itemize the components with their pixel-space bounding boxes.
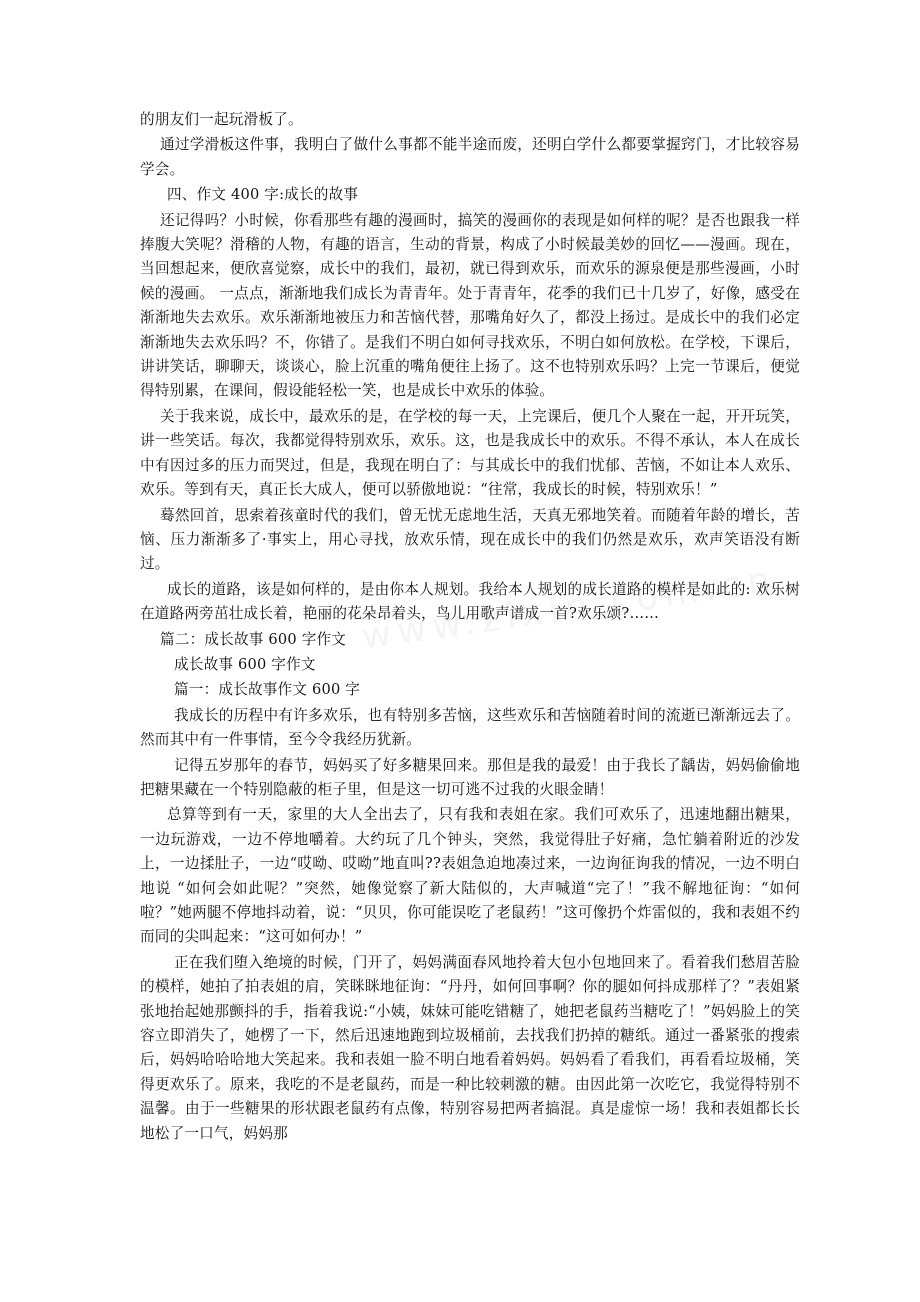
paragraph: 的朋友们一起玩滑板了。 (140, 111, 303, 128)
paragraph: 成长的道路，该是如何样的，是由你本人规划。我给本人规划的成长道路的模样是如此的: 欢乐树在道路两旁茁壮成长着，艳丽的花朵昂着头，鸟儿用歌声谱成一首?欢乐颂?…… (140, 580, 800, 623)
section-heading: 篇二：成长故事 600 字作文 (160, 630, 347, 648)
paragraph: 关于我来说，成长中，最欢乐的是，在学校的每一天，上完课后，便几个人聚在一起，开开玩笑，讲一些笑话。每次，我都觉得特别欢乐，欢乐。这，也是我成长中的欢乐。不得不承认，本人在成长中有因过多的压力而哭过，但是，我现在明白了：与其成长中的我们忧郁、苦恼，不如让本人欢乐、欢乐。等到有天，真正长大成人，便可以骄傲地说：“往常，我成长的时候，特别欢乐！” (140, 407, 800, 499)
section-heading: 篇一：成长故事作文 600 字 (174, 681, 361, 699)
paragraph: 还记得吗？小时候，你看那些有趣的漫画时，搞笑的漫画你的表现是如何样的呢？是否也跟我一样捧腹大笑呢？滑稽的人物，有趣的语言，生动的背景，构成了小时候最美妙的回忆——漫画。现在，当回想起来，便欣喜觉察，成长中的我们，最初，就已得到欢乐，而欢乐的源泉便是那些漫画，小时候的漫画。 一点点，渐渐地我们成长为青青年。处于青青年，花季的我们已十几岁了，好像，感受在渐渐地失去欢乐。欢乐渐渐地被压力和苦恼代替，那嘴角好久了，都没上扬过。是成长中的我们必定渐渐地失去欢乐吗？不，你错了。是我们不明白如何寻找欢乐，不明白如何放松。在学校，下课后，讲讲笑话，聊聊天，谈谈心，脸上沉重的嘴角便往上扬了。这不也特别欢乐吗？上完一节课后，便觉得特别累，在课间，假设能轻松一笑，也是成长中欢乐的体验。 (140, 211, 800, 400)
section-heading: 四、作文 400 字:成长的故事 (167, 186, 359, 204)
paragraph: 总算等到有一天，家里的大人全出去了，只有我和表姐在家。我们可欢乐了，迅速地翻出糖果，一边玩游戏，一边不停地嚼着。大约玩了几个钟头，突然，我觉得肚子好痛，急忙躺着附近的沙发上，一边揉肚子，一边“哎呦、哎呦”地直叫??表姐急迫地凑过来，一边询征询我的情况，一边不明白地说 “如何会如此呢？”突然，她像觉察了新大陆似的，大声喊道“完了！”我不解地征询：“如何啦？”她两腿不停地抖动着，说：“贝贝，你可能误吃了老鼠药！”这可像扔个炸雷似的，我和表姐不约而同的尖叫起来：“这可如何办！” (140, 806, 800, 946)
paragraph: 蓦然回首，思索着孩童时代的我们，曾无忧无虑地生活，天真无邪地笑着。而随着年龄的增长，苦恼、压力渐渐多了·事实上，用心寻找，放欢乐情，现在成长中的我们仍然是欢乐，欢声笑语没有断过。 (140, 506, 800, 573)
section-heading: 成长故事 600 字作文 (174, 655, 316, 673)
paragraph: 正在我们堕入绝境的时候，门开了，妈妈满面春风地拎着大包小包地回来了。看着我们愁眉苦脸的模样，她拍了拍表姐的肩，笑眯眯地征询：“丹丹，如何回事啊？你的腿如何抖成那样了？”表姐紧张地抬起她那颤抖的手，指着我说:“小姨，妹妹可能吃错糖了，她把老鼠药当糖吃了！”妈妈脸上的笑容立即消失了，她楞了一下，然后迅速地跑到垃圾桶前，去找我们扔掉的糖纸。通过一番紧张的搜索后，妈妈哈哈哈地大笑起来。我和表姐一脸不明白地看着妈妈。妈妈看了看我们，再看看垃圾桶，笑得更欢乐了。原来，我吃的不是老鼠药，而是一种比较刺激的糖。由因此第一次吃它，我觉得特别不温馨。由于一些糖果的形状跟老鼠药有点像，特别容易把两者搞混。真是虚惊一场！我和表姐都长长地松了一口气，妈妈那 (140, 953, 800, 1142)
document-body (140, 108, 800, 1147)
paragraph: 通过学滑板这件事，我明白了做什么事都不能半途而废，还明白学什么都要掌握窍门，才比较容易学会。 (140, 136, 800, 178)
paragraph: 我成长的历程中有许多欢乐，也有特别多苦恼，这些欢乐和苦恼随着时间的流逝已渐渐远去了。然而其中有一件事情，至今令我经历犹新。 (140, 706, 800, 749)
paragraph: 记得五岁那年的春节，妈妈买了好多糖果回来。那但是我的最爱！由于我长了龋齿，妈妈偷偷地把糖果藏在一个特别隐蔽的柜子里，但是这一切可逃不过我的火眼金睛！ (140, 756, 800, 798)
